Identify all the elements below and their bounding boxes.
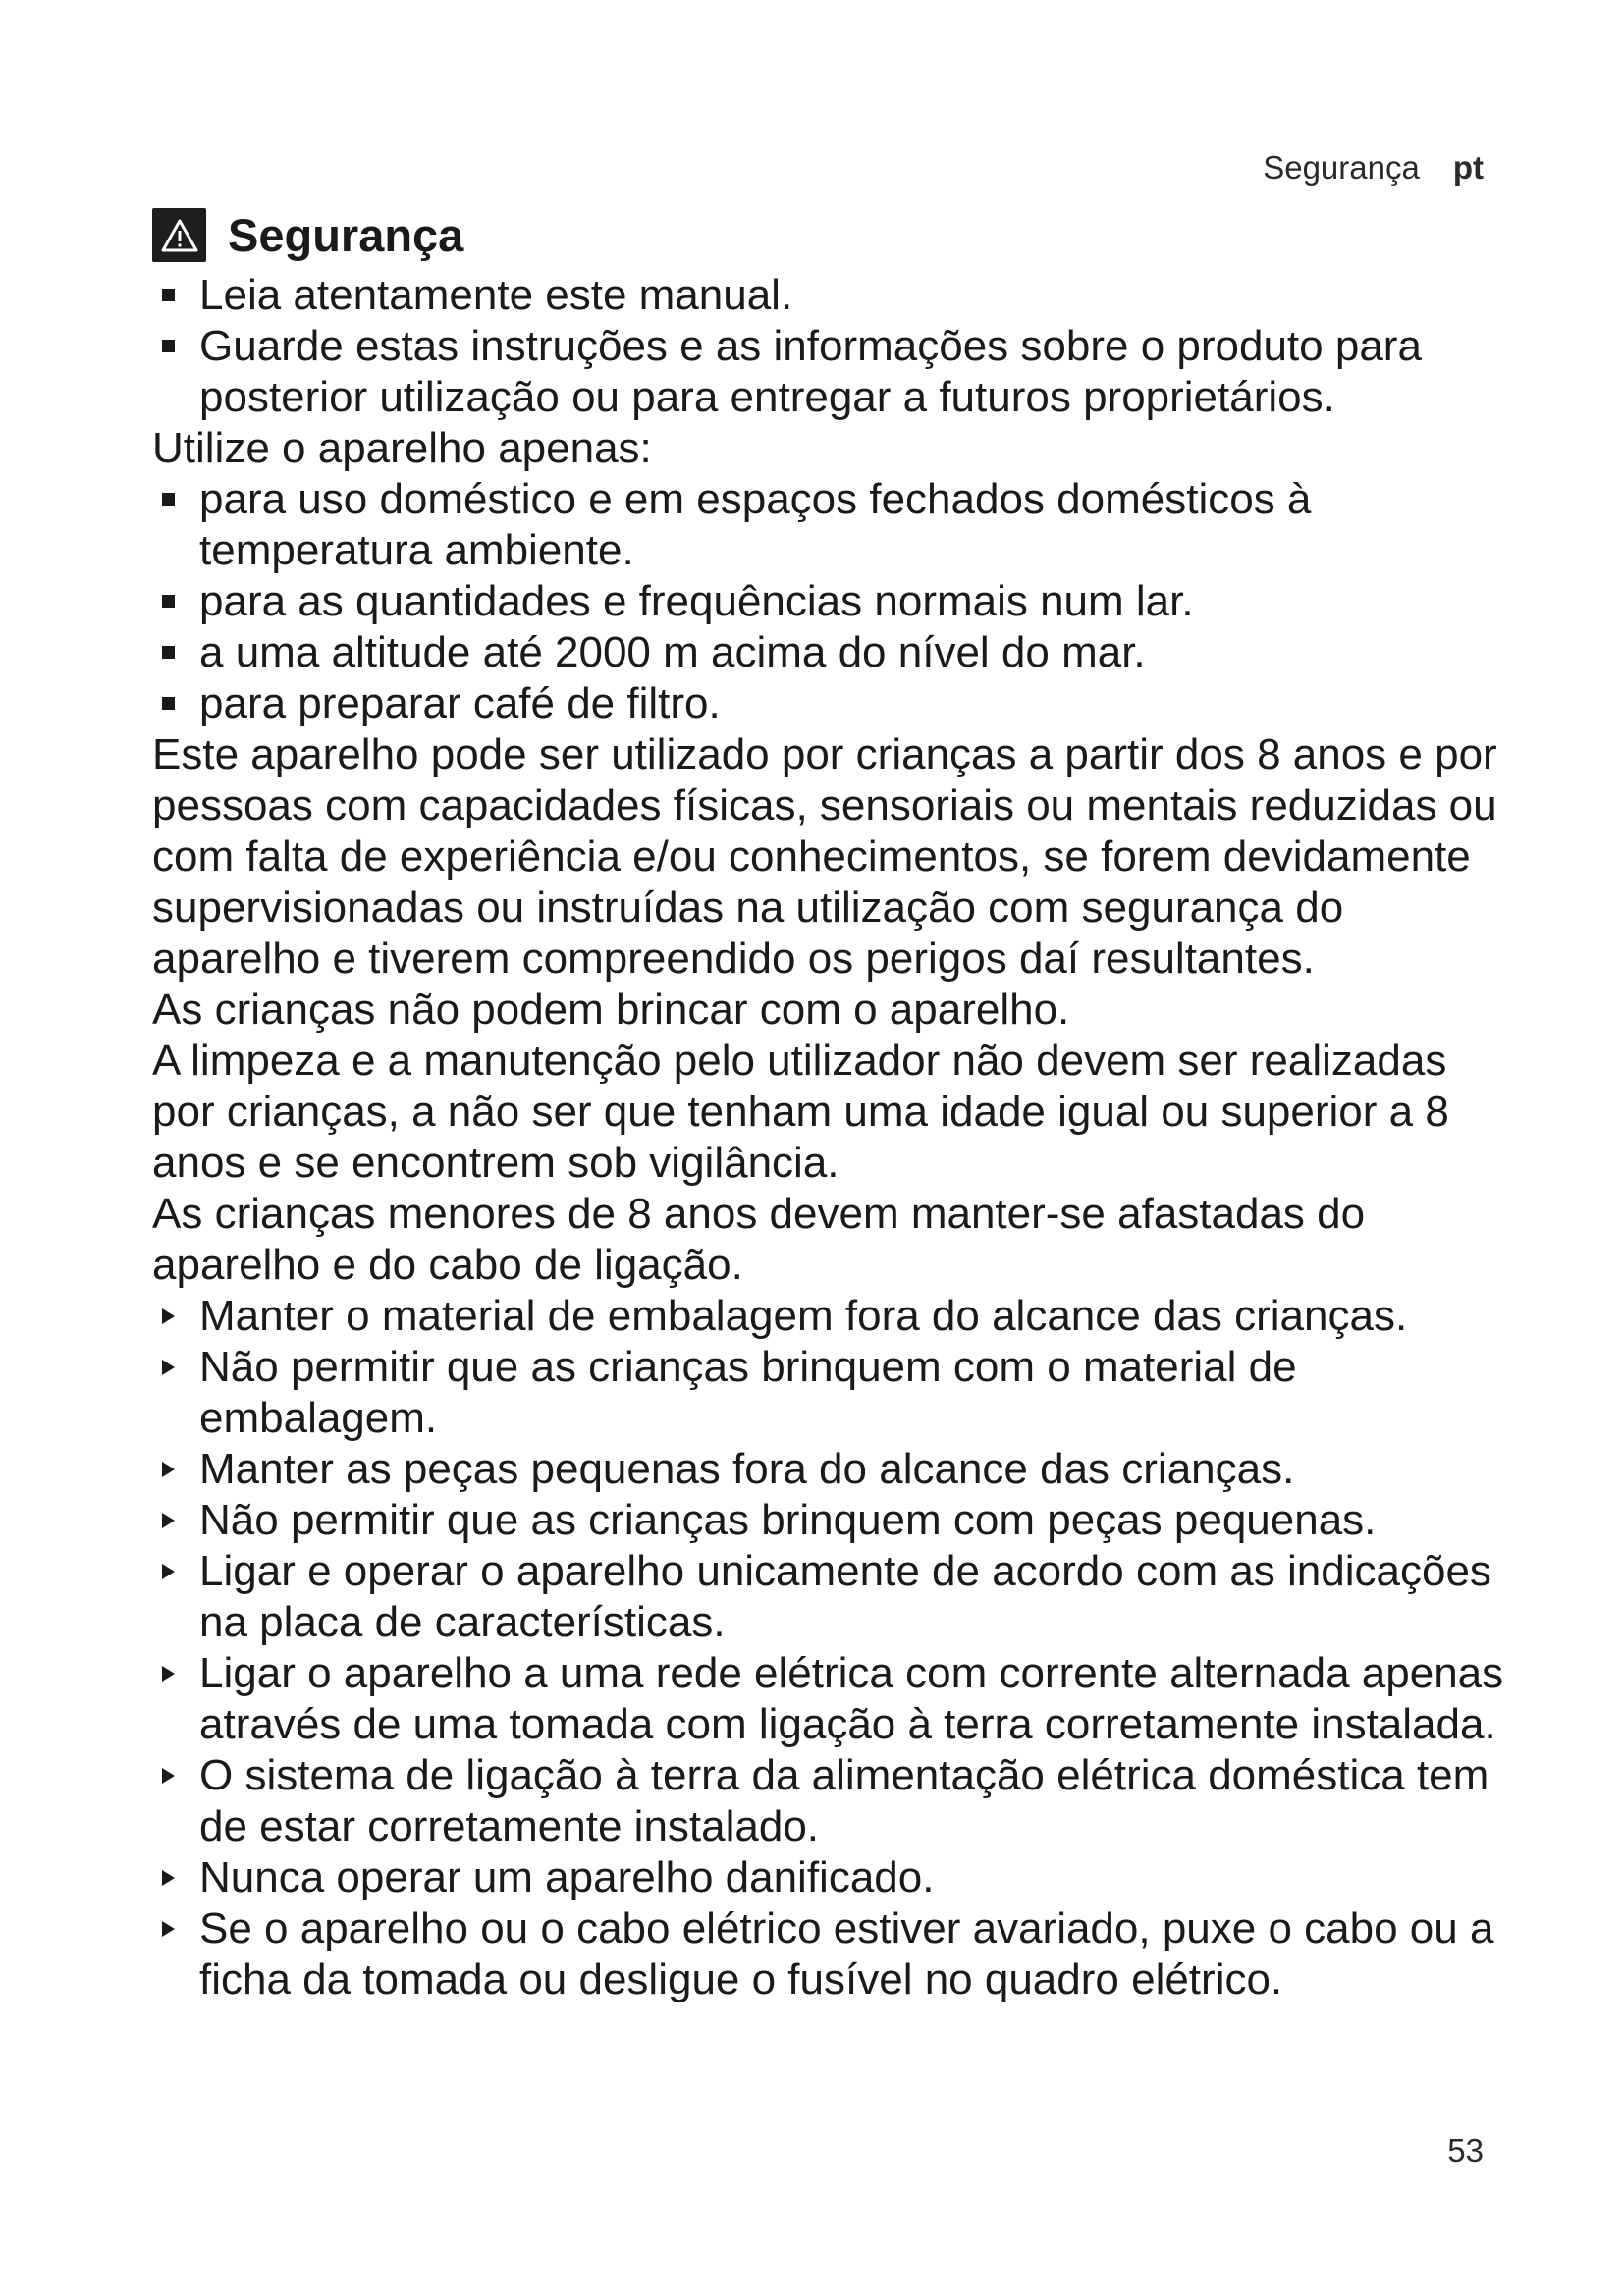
- page-number: 53: [1447, 2132, 1484, 2168]
- header-section: Segurança: [1263, 149, 1420, 186]
- arrow-bullet-icon: [162, 1768, 175, 1784]
- arrow-bullet-icon: [162, 1360, 175, 1375]
- page-content: [152, 208, 1507, 2005]
- instruction-item: [152, 1903, 1507, 2005]
- running-header: [1263, 149, 1484, 187]
- list-item: [152, 678, 1507, 729]
- arrow-bullet-icon: [162, 1513, 175, 1528]
- paragraph: A limpeza e a manutenção pelo utilizador não devem ser realizadas por crianças, a não ser que tenham uma idade igual ou superior a 8 anos e se encontrem sob vigilância.: [152, 1037, 1449, 1187]
- usage-intro: Utilize o aparelho apenas:: [152, 424, 652, 472]
- arrow-bullet-icon: [162, 1870, 175, 1886]
- header-language: pt: [1452, 149, 1484, 186]
- instruction-text: Não permitir que as crianças brinquem com peças pequenas.: [199, 1496, 1377, 1544]
- instruction-text: Se o aparelho ou o cabo elétrico estiver avariado, puxe o cabo ou a ficha da tomada ou desligue o fusível no quadro elétrico.: [199, 1904, 1494, 2003]
- section-heading: [152, 208, 1507, 262]
- list-item-text: Guarde estas instruções e as informações sobre o produto para posterior utilização ou para entregar a futuros proprietários.: [199, 322, 1422, 421]
- arrow-bullet-icon: [162, 1921, 175, 1937]
- list-item-text: a uma altitude até 2000 m acima do nível do mar.: [199, 628, 1146, 676]
- square-bullet-icon: [162, 697, 175, 710]
- list-item: [152, 576, 1507, 627]
- list-item-text: para preparar café de filtro.: [199, 679, 721, 727]
- paragraph: As crianças menores de 8 anos devem manter-se afastadas do aparelho e do cabo de ligação.: [152, 1190, 1366, 1289]
- instruction-item: [152, 1648, 1507, 1750]
- instruction-item: [152, 1291, 1507, 1342]
- list-item-text: para uso doméstico e em espaços fechados domésticos à temperatura ambiente.: [199, 475, 1312, 574]
- instruction-text: Ligar o aparelho a uma rede elétrica com corrente alternada apenas através de uma tomada com ligação à terra corretamente instalada.: [199, 1649, 1504, 1748]
- instruction-text: Manter as peças pequenas fora do alcance das crianças.: [199, 1445, 1295, 1493]
- instruction-item: [152, 1495, 1507, 1546]
- instruction-text: Ligar e operar o aparelho unicamente de acordo com as indicações na placa de características.: [199, 1547, 1491, 1646]
- instruction-item: [152, 1444, 1507, 1495]
- list-item-text: para as quantidades e frequências normais num lar.: [199, 577, 1194, 625]
- list-item: [152, 270, 1507, 321]
- arrow-bullet-icon: [162, 1462, 175, 1477]
- square-bullet-icon: [162, 289, 175, 301]
- list-item: [152, 321, 1507, 423]
- arrow-bullet-icon: [162, 1308, 175, 1324]
- page-title: Segurança: [228, 209, 464, 261]
- list-item: [152, 474, 1507, 576]
- paragraph: Este aparelho pode ser utilizado por crianças a partir dos 8 anos e por pessoas com capacidades físicas, sensoriais ou mentais reduzidas ou com falta de experiência e/ou conhecimentos, se forem devidamente supervisionadas ou instruídas na utilização com segurança do aparelho e tiverem compreendido os perigos daí resultantes.: [152, 730, 1497, 983]
- square-bullet-icon: [162, 493, 175, 506]
- instruction-text: Não permitir que as crianças brinquem com o material de embalagem.: [199, 1343, 1297, 1442]
- square-bullet-icon: [162, 340, 175, 352]
- square-bullet-icon: [162, 646, 175, 659]
- list-item: [152, 627, 1507, 678]
- instruction-item: [152, 1852, 1507, 1903]
- arrow-bullet-icon: [162, 1564, 175, 1579]
- instruction-text: Nunca operar um aparelho danificado.: [199, 1853, 935, 1901]
- instruction-item: [152, 1546, 1507, 1648]
- instruction-text: Manter o material de embalagem fora do alcance das crianças.: [199, 1292, 1408, 1340]
- arrow-bullet-icon: [162, 1666, 175, 1682]
- list-item-text: Leia atentamente este manual.: [199, 271, 793, 319]
- warning-triangle-icon: [152, 208, 206, 262]
- instruction-text: O sistema de ligação à terra da alimentação elétrica doméstica tem de estar corretamente instalado.: [199, 1751, 1489, 1850]
- instruction-item: [152, 1342, 1507, 1444]
- paragraph: As crianças não podem brincar com o aparelho.: [152, 986, 1070, 1034]
- square-bullet-icon: [162, 595, 175, 608]
- instruction-item: [152, 1750, 1507, 1852]
